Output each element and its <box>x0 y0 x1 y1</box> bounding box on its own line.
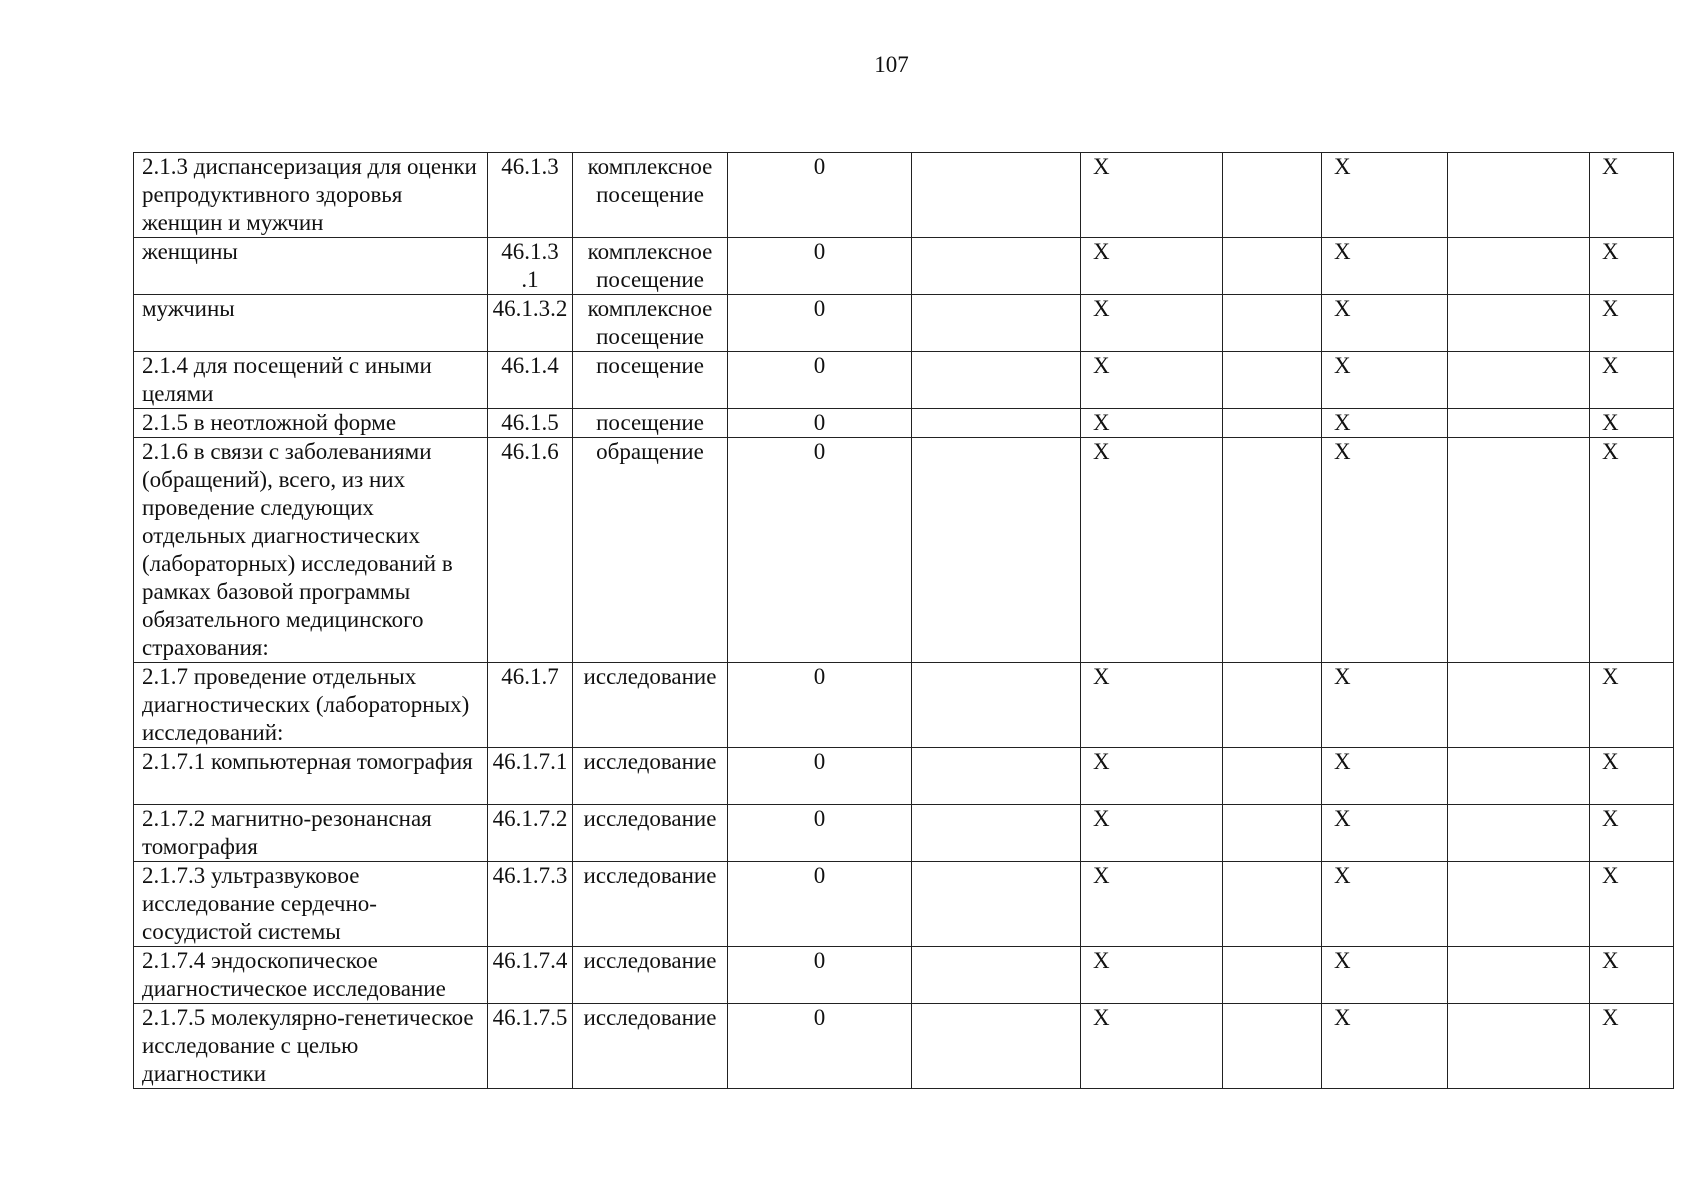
row-unit-cell: исследование <box>573 1004 728 1089</box>
table-body <box>134 153 1674 1089</box>
row-x-mark-cell: X <box>1590 1004 1674 1089</box>
row-empty-cell <box>912 153 1081 238</box>
row-x-mark-cell: X <box>1081 947 1223 1004</box>
table-row <box>134 805 1674 862</box>
row-empty-cell <box>912 947 1081 1004</box>
row-x-mark-cell: X <box>1322 438 1448 663</box>
row-name-cell: 2.1.5 в неотложной форме <box>134 409 488 438</box>
row-empty-cell <box>1223 947 1322 1004</box>
row-x-mark-cell: X <box>1081 1004 1223 1089</box>
row-unit-cell: обращение <box>573 438 728 663</box>
row-code-cell: 46.1.3 .1 <box>488 238 573 295</box>
row-x-mark-cell: X <box>1081 295 1223 352</box>
row-empty-cell <box>912 238 1081 295</box>
row-empty-cell <box>1223 238 1322 295</box>
row-code-cell: 46.1.7.1 <box>488 748 573 805</box>
row-name-cell: 2.1.7.5 молекулярно-генетическое исследование с целью диагностики <box>134 1004 488 1089</box>
row-empty-cell <box>912 409 1081 438</box>
row-x-mark-cell: X <box>1081 352 1223 409</box>
row-unit-cell: посещение <box>573 409 728 438</box>
row-empty-cell <box>1448 663 1590 748</box>
table-row <box>134 862 1674 947</box>
row-value-cell: 0 <box>728 748 912 805</box>
row-x-mark-cell: X <box>1590 409 1674 438</box>
row-x-mark-cell: X <box>1590 352 1674 409</box>
row-name-cell: 2.1.3 диспансеризация для оценки репродуктивного здоровья женщин и мужчин <box>134 153 488 238</box>
row-empty-cell <box>1448 409 1590 438</box>
table-row <box>134 238 1674 295</box>
row-x-mark-cell: X <box>1590 295 1674 352</box>
row-unit-cell: комплексное посещение <box>573 238 728 295</box>
row-code-cell: 46.1.3 <box>488 153 573 238</box>
row-x-mark-cell: X <box>1322 409 1448 438</box>
row-x-mark-cell: X <box>1322 1004 1448 1089</box>
row-value-cell: 0 <box>728 409 912 438</box>
row-empty-cell <box>912 352 1081 409</box>
page-number: 107 <box>874 52 909 77</box>
row-empty-cell <box>912 1004 1081 1089</box>
row-name-cell: 2.1.7.2 магнитно-резонансная томография <box>134 805 488 862</box>
row-empty-cell <box>912 862 1081 947</box>
row-empty-cell <box>1223 805 1322 862</box>
row-code-cell: 46.1.4 <box>488 352 573 409</box>
row-empty-cell <box>1223 663 1322 748</box>
row-x-mark-cell: X <box>1590 805 1674 862</box>
row-name-cell: 2.1.6 в связи с заболеваниями (обращений), всего, из них проведение следующих отдельных диагностических (лабораторных) исследований в рамках базовой программы обязательного медицинского страхования: <box>134 438 488 663</box>
row-value-cell: 0 <box>728 947 912 1004</box>
row-empty-cell <box>1448 862 1590 947</box>
row-empty-cell <box>1223 862 1322 947</box>
row-x-mark-cell: X <box>1322 238 1448 295</box>
table-row <box>134 352 1674 409</box>
row-empty-cell <box>1448 947 1590 1004</box>
table-row <box>134 295 1674 352</box>
row-x-mark-cell: X <box>1590 238 1674 295</box>
row-empty-cell <box>1223 1004 1322 1089</box>
row-code-cell: 46.1.7.2 <box>488 805 573 862</box>
row-empty-cell <box>1448 748 1590 805</box>
row-empty-cell <box>1448 295 1590 352</box>
row-empty-cell <box>1223 409 1322 438</box>
row-x-mark-cell: X <box>1081 748 1223 805</box>
row-name-cell: 2.1.7.3 ультразвуковое исследование сердечно-сосудистой системы <box>134 862 488 947</box>
row-empty-cell <box>1448 805 1590 862</box>
row-value-cell: 0 <box>728 438 912 663</box>
row-x-mark-cell: X <box>1081 409 1223 438</box>
row-x-mark-cell: X <box>1322 805 1448 862</box>
row-value-cell: 0 <box>728 1004 912 1089</box>
row-x-mark-cell: X <box>1081 153 1223 238</box>
row-name-cell: женщины <box>134 238 488 295</box>
table-row <box>134 438 1674 663</box>
row-x-mark-cell: X <box>1081 663 1223 748</box>
table-row <box>134 748 1674 805</box>
row-x-mark-cell: X <box>1322 947 1448 1004</box>
row-empty-cell <box>912 663 1081 748</box>
row-empty-cell <box>1223 438 1322 663</box>
row-empty-cell <box>1448 238 1590 295</box>
data-table <box>133 152 1674 1089</box>
row-value-cell: 0 <box>728 352 912 409</box>
row-x-mark-cell: X <box>1590 438 1674 663</box>
row-x-mark-cell: X <box>1081 805 1223 862</box>
row-value-cell: 0 <box>728 153 912 238</box>
row-x-mark-cell: X <box>1590 663 1674 748</box>
row-unit-cell: посещение <box>573 352 728 409</box>
row-name-cell: 2.1.7 проведение отдельных диагностических (лабораторных) исследований: <box>134 663 488 748</box>
row-empty-cell <box>1223 153 1322 238</box>
row-code-cell: 46.1.6 <box>488 438 573 663</box>
table-row <box>134 1004 1674 1089</box>
row-empty-cell <box>1448 1004 1590 1089</box>
row-x-mark-cell: X <box>1590 153 1674 238</box>
row-x-mark-cell: X <box>1322 153 1448 238</box>
row-value-cell: 0 <box>728 862 912 947</box>
row-x-mark-cell: X <box>1081 862 1223 947</box>
row-x-mark-cell: X <box>1322 352 1448 409</box>
row-value-cell: 0 <box>728 295 912 352</box>
row-value-cell: 0 <box>728 805 912 862</box>
row-code-cell: 46.1.5 <box>488 409 573 438</box>
row-x-mark-cell: X <box>1322 295 1448 352</box>
table-row <box>134 153 1674 238</box>
row-x-mark-cell: X <box>1590 748 1674 805</box>
row-x-mark-cell: X <box>1322 862 1448 947</box>
row-unit-cell: исследование <box>573 862 728 947</box>
row-empty-cell <box>912 805 1081 862</box>
row-code-cell: 46.1.7.4 <box>488 947 573 1004</box>
row-unit-cell: комплексное посещение <box>573 153 728 238</box>
row-empty-cell <box>1223 295 1322 352</box>
row-empty-cell <box>1448 438 1590 663</box>
row-code-cell: 46.1.3.2 <box>488 295 573 352</box>
row-unit-cell: исследование <box>573 748 728 805</box>
row-unit-cell: комплексное посещение <box>573 295 728 352</box>
row-x-mark-cell: X <box>1081 238 1223 295</box>
row-x-mark-cell: X <box>1590 947 1674 1004</box>
row-empty-cell <box>1223 352 1322 409</box>
row-value-cell: 0 <box>728 238 912 295</box>
row-empty-cell <box>912 438 1081 663</box>
table-row <box>134 947 1674 1004</box>
row-code-cell: 46.1.7.3 <box>488 862 573 947</box>
row-name-cell: 2.1.4 для посещений с иными целями <box>134 352 488 409</box>
row-empty-cell <box>1448 352 1590 409</box>
table-row <box>134 409 1674 438</box>
row-x-mark-cell: X <box>1081 438 1223 663</box>
row-code-cell: 46.1.7.5 <box>488 1004 573 1089</box>
row-empty-cell <box>912 748 1081 805</box>
row-x-mark-cell: X <box>1322 663 1448 748</box>
row-unit-cell: исследование <box>573 947 728 1004</box>
row-unit-cell: исследование <box>573 663 728 748</box>
row-name-cell: 2.1.7.1 компьютерная томография <box>134 748 488 805</box>
row-value-cell: 0 <box>728 663 912 748</box>
row-empty-cell <box>912 295 1081 352</box>
row-x-mark-cell: X <box>1590 862 1674 947</box>
row-code-cell: 46.1.7 <box>488 663 573 748</box>
row-x-mark-cell: X <box>1322 748 1448 805</box>
row-name-cell: 2.1.7.4 эндоскопическое диагностическое исследование <box>134 947 488 1004</box>
row-empty-cell <box>1223 748 1322 805</box>
table-row <box>134 663 1674 748</box>
row-empty-cell <box>1448 153 1590 238</box>
row-unit-cell: исследование <box>573 805 728 862</box>
row-name-cell: мужчины <box>134 295 488 352</box>
